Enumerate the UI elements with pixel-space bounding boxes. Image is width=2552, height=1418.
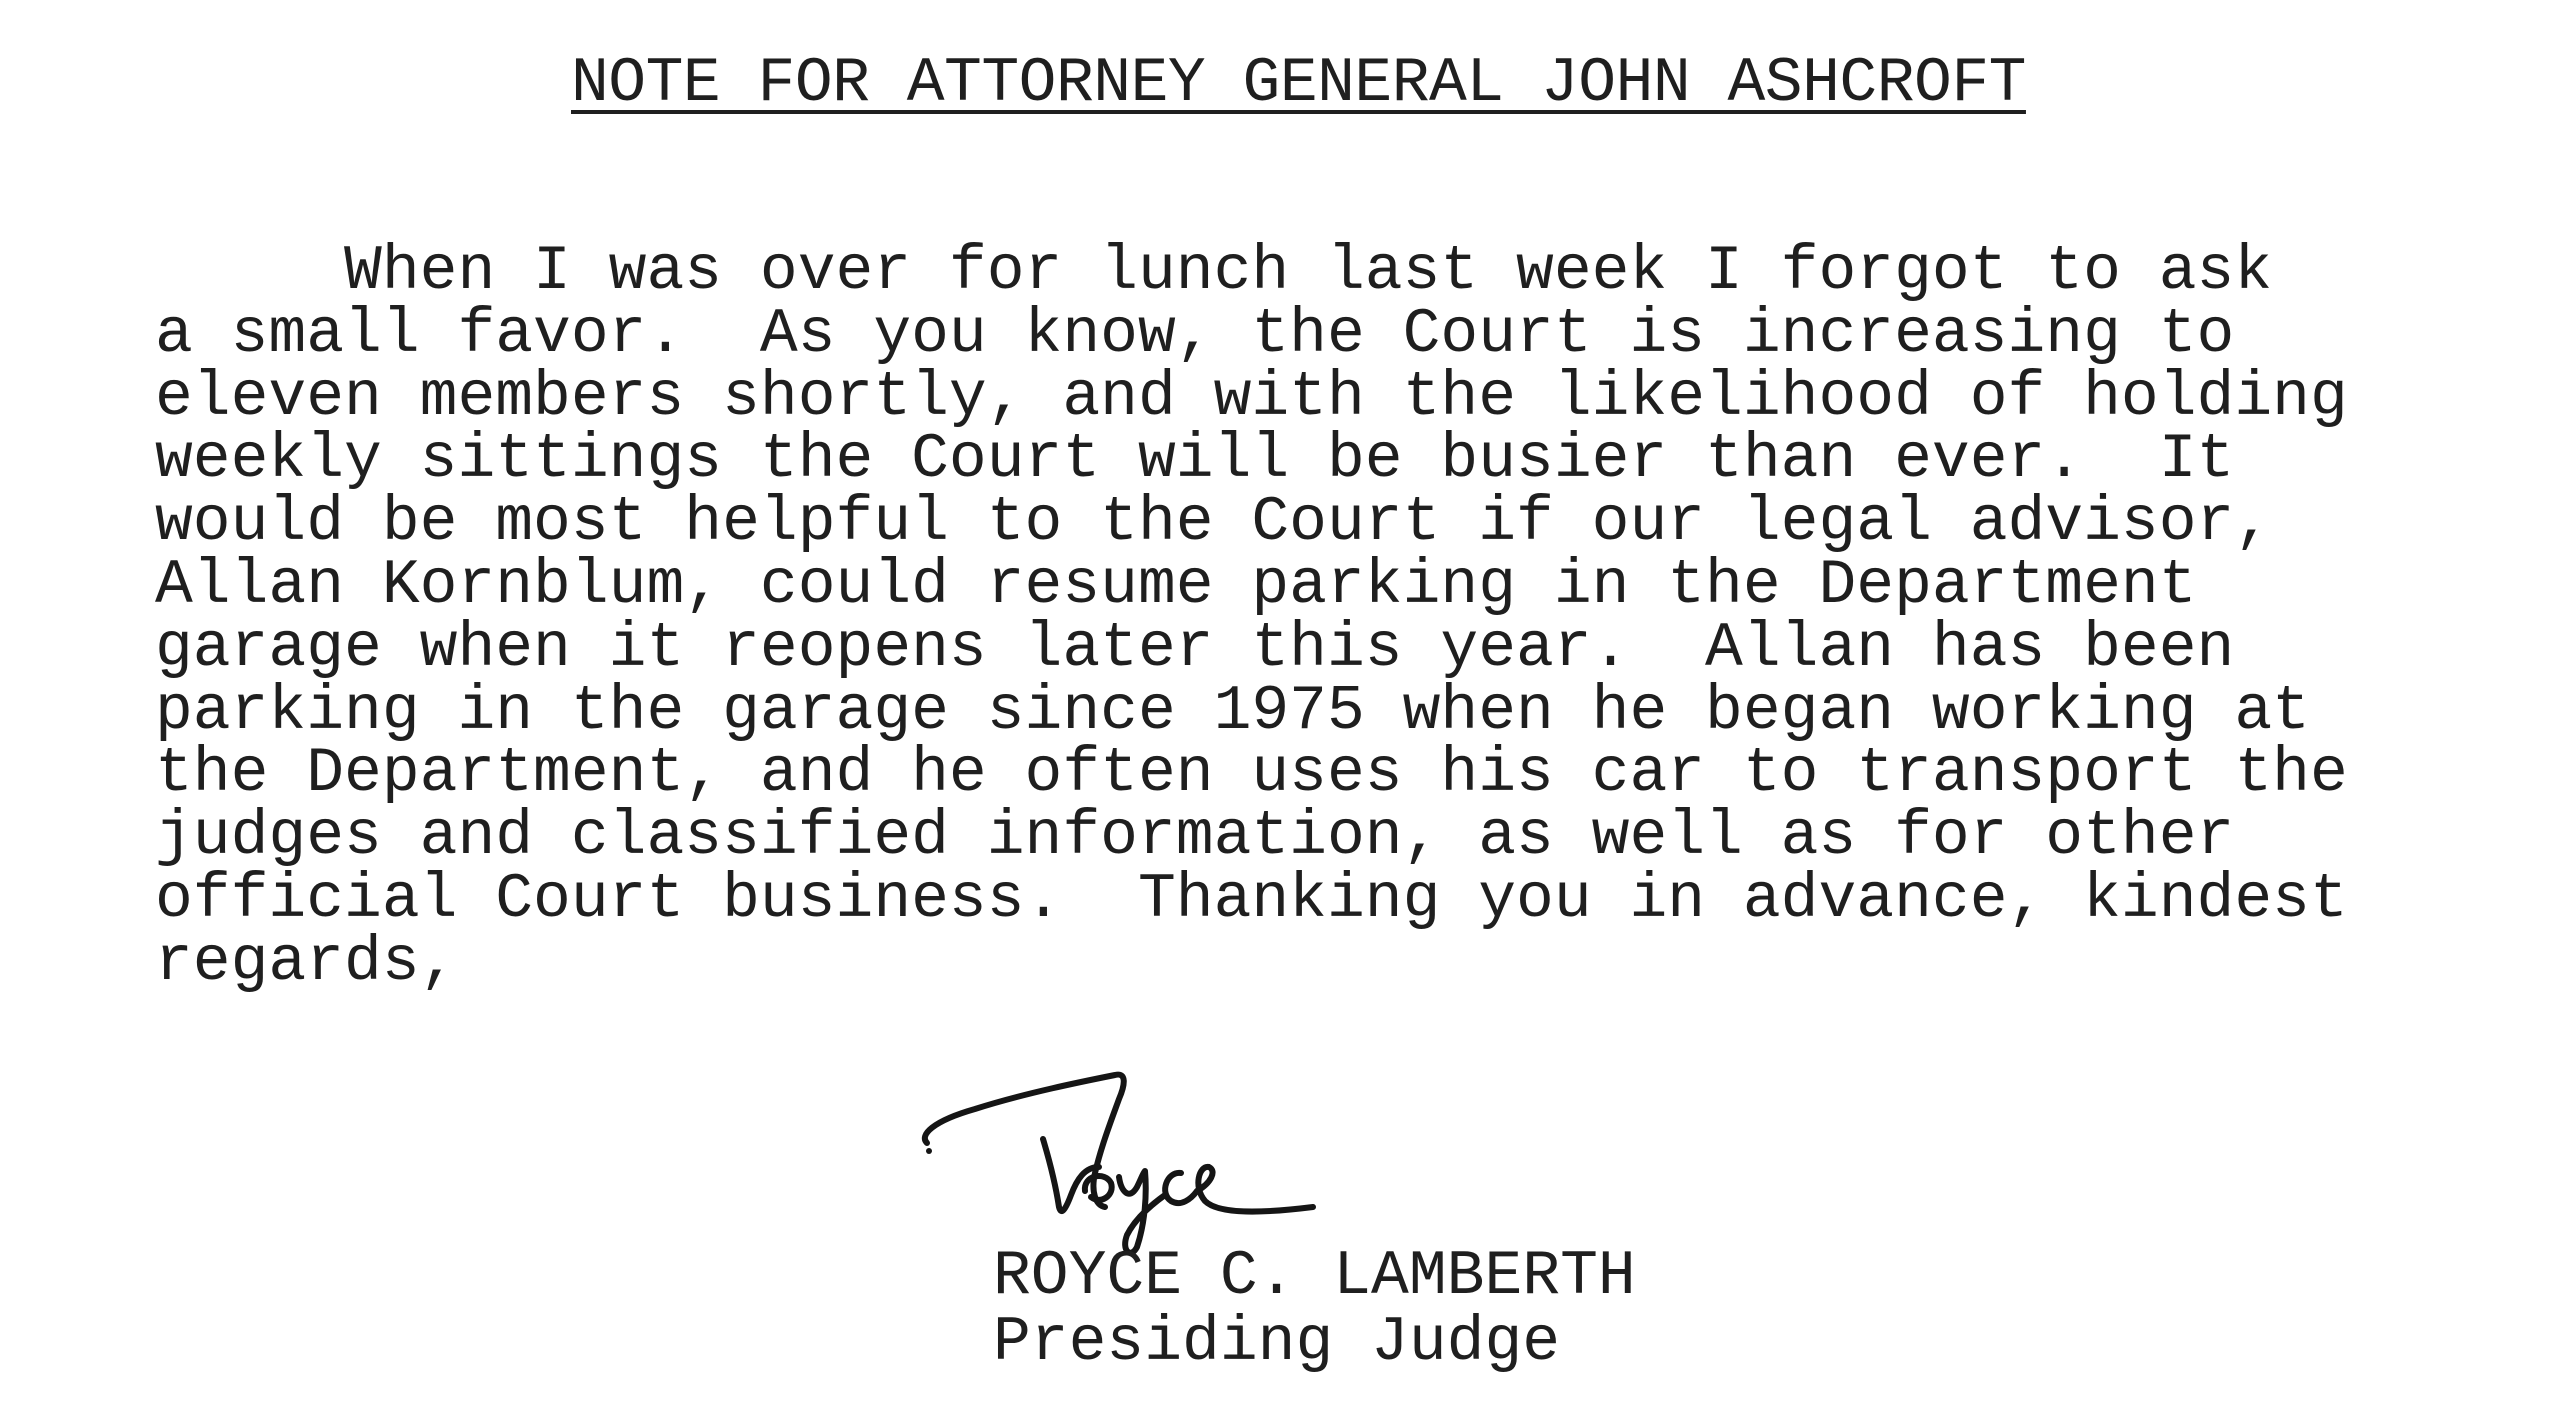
body-line: official Court business. Thanking you in advance, kindest bbox=[155, 863, 2348, 935]
body-line: weekly sittings the Court will be busier than ever. It bbox=[155, 424, 2235, 496]
body-line: regards, bbox=[155, 926, 458, 998]
document-title: NOTE FOR ATTORNEY GENERAL JOHN ASHCROFT bbox=[571, 48, 2026, 119]
body-line: the Department, and he often uses his car to transport the bbox=[155, 738, 2348, 810]
body-line: judges and classified information, as well as for other bbox=[155, 801, 2235, 873]
body-line: garage when it reopens later this year. Allan has been bbox=[155, 612, 2235, 684]
body-line: When I was over for lunch last week I forgot to ask bbox=[155, 236, 2273, 307]
body-line: parking in the garage since 1975 when he began working at bbox=[155, 675, 2310, 747]
body-line: would be most helpful to the Court if our legal advisor, bbox=[155, 487, 2273, 559]
signer-name: ROYCE C. LAMBERTH bbox=[993, 1241, 1636, 1312]
body-line: a small favor. As you know, the Court is increasing to bbox=[155, 298, 2235, 370]
body-line: eleven members shortly, and with the likelihood of holding bbox=[155, 361, 2348, 433]
letter-body bbox=[155, 236, 2415, 998]
signer-title: Presiding Judge bbox=[993, 1307, 1561, 1378]
handwritten-signature bbox=[915, 1055, 1335, 1255]
body-line: Allan Kornblum, could resume parking in the Department bbox=[155, 549, 2197, 621]
